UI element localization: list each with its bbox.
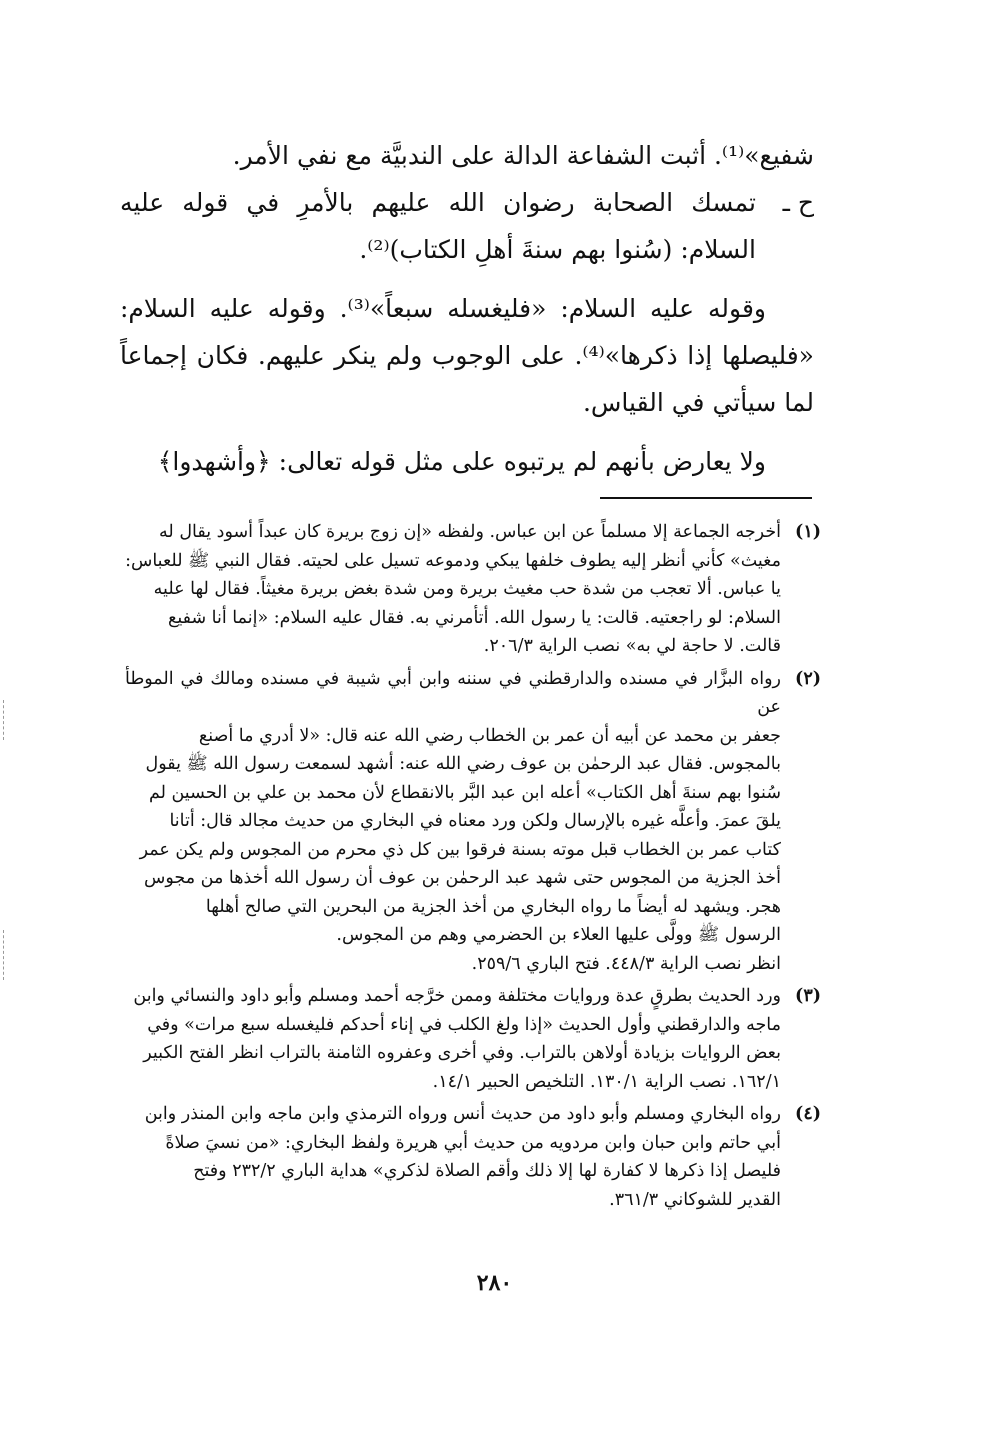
footnote-line: بعض الروايات بزيادة أولاهن بالتراب. وفي أخرى وعفروه الثامنة بالتراب انظر الفتح الكبير (143, 1043, 781, 1063)
footnote-line: القدير للشوكاني ٣٦١/٣. (609, 1189, 781, 1210)
footnotes (125, 518, 821, 1218)
main-paragraph-1: شفيع»⁽¹⁾. أثبت الشفاعة الدالة على الندبيَّة مع نفي الأمر. (232, 141, 814, 170)
footnote-line: بالمجوس. فقال عبد الرحمٰن بن عوف رضي الله عنه: أشهد لسمعت رسول الله ﷺ يقول (145, 754, 781, 774)
footnote-1 (125, 518, 821, 661)
footnote-2 (125, 665, 821, 979)
footnote-line: جعفر بن محمد عن أبيه أن عمر بن الخطاب رضي الله عنه قال: «لا أدري ما أصنع (198, 725, 781, 746)
page-number: ٢٨٠ (476, 1270, 513, 1296)
binding-mark (3, 930, 4, 980)
footnote-line: الرسول ﷺ وولَّى عليها العلاء بن الحضرمي وهم من المجوس. (336, 925, 781, 945)
binding-mark (3, 700, 4, 740)
footnote-line: قالت. لا حاجة لي به» نصب الراية ٢٠٦/٣. (483, 636, 781, 656)
footnote-line: السلام: لو راجعتيه. قالت: يا رسول الله. أتأمرني به. فقال عليه السلام: «إنما أنا شفيع (168, 607, 781, 628)
footnote-line: رواه البخاري ومسلم وأبو داود من حديث أنس ورواه الترمذي وابن ماجه وابن المنذر وابن (144, 1104, 781, 1124)
list-item-h (120, 179, 814, 273)
footnote-divider (600, 497, 812, 499)
list-item-text: تمسك الصحابة رضوان الله عليهم بالأمرِ في قوله عليه السلام: (سُنوا بهم سنةَ أهلِ الكتاب)⁽²⁾. (120, 188, 756, 264)
footnote-line: يلقَ عمرَ. وأعلَّه غيره بالإرسال ولكن ورد معناه في البخاري من حديث مجالد قال: أتانا (169, 811, 781, 831)
footnote-number: (٤) (795, 1104, 821, 1124)
footnote-line: أخذ الجزية من المجوس حتى شهد عبد الرحمٰن بن عوف أن رسول الله أخذها من مجوس (144, 868, 781, 888)
footnote-line: ١٦٢/١. نصب الراية ١٣٠/١. التلخيص الحبير ١٤/١. (432, 1071, 781, 1092)
footnote-line: ورد الحديث بطرقٍ عدة وروايات مختلفة وممن خرَّجه أحمد ومسلم وأبو داود والنسائي وابن (133, 986, 781, 1006)
footnote-line: أخرجه الجماعة إلا مسلماً عن ابن عباس. ولفظه «إن زوج بريرة كان عبداً أسود يقال له (159, 522, 781, 542)
footnote-line: سُنوا بهم سنةَ أهل الكتاب» أعله ابن عبد البَّر بالانقطاع لأن محمد بن علي بن الحسين لم (148, 782, 781, 803)
footnote-number: (٣) (795, 986, 821, 1006)
main-paragraph-3: وقوله عليه السلام: «فليغسله سبعاً»⁽³⁾. وقوله عليه السلام: «فليصلها إذا ذكرها»⁽⁴⁾. على الوجوب ولم ينكر عليهم. فكان إجماعاً لما سيأتي في القياس. (120, 294, 814, 417)
footnote-line: كتاب عمر بن الخطاب قبل موته بسنة فرقوا بين كل ذي محرم من المجوس ولم يكن عمر (139, 839, 781, 860)
footnote-3 (125, 982, 821, 1096)
main-paragraph-4: ولا يعارض بأنهم لم يرتبوه على مثل قوله تعالى: ﴿وأشهدوا﴾ (157, 447, 766, 476)
footnote-line: انظر نصب الراية ٤٤٨/٣. فتح الباري ٢٥٩/٦. (471, 953, 781, 974)
footnote-number: (٢) (795, 668, 821, 689)
main-text (120, 132, 814, 485)
footnote-line: مغيث» كأني أنظر إليه يطوف خلفها يبكي ودموعه تسيل على لحيته. فقال النبي ﷺ للعباس: (125, 550, 781, 571)
footnote-line: ماجه والدارقطني وأول الحديث «إذا ولغ الكلب في إناء أحدكم فليغسله سبع مرات» وفي (147, 1014, 781, 1035)
footnote-line: أبي حاتم وابن حبان وابن مردويه من حديث أبي هريرة ولفظ البخاري: «من نسيَ صلاةً (165, 1132, 781, 1153)
footnote-number: (١) (795, 522, 821, 542)
footnote-line: يا عباس. ألا تعجب من شدة حب مغيث بريرة ومن شدة بغض بريرة مغيثاً. فقال لها عليه (153, 579, 781, 599)
list-item-label: ح ـ (782, 188, 814, 217)
footnote-line: فليصل إذا ذكرها لا كفارة لها إلا ذلك وأقم الصلاة لذكري» هداية الباري ٢٣٢/٢ وفتح (193, 1161, 781, 1181)
footnote-4 (125, 1100, 821, 1214)
footnote-line: رواه البزَّار في مسنده والدارقطني في سننه وابن أبي شيبة في مسنده ومالك في الموطأ عن (125, 668, 781, 717)
footnote-line: هجر. ويشهد له أيضاً ما رواه البخاري من أخذ الجزية من البحرين التي صالح أهلها (205, 896, 781, 917)
